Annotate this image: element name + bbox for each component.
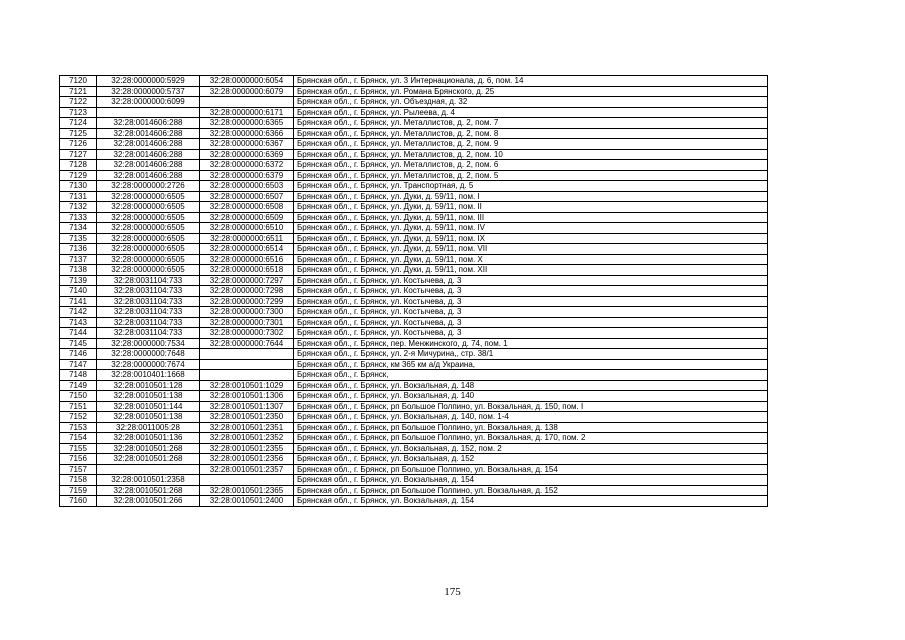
row-number-cell: 7148: [60, 370, 97, 381]
address-cell: Брянская обл., г. Брянск, ул. Дуки, д. 59/11, пом. III: [294, 212, 768, 223]
row-number-cell: 7133: [60, 212, 97, 223]
table-row: [60, 76, 768, 87]
cadastral-number-cell: 32:28:0031104:733: [97, 317, 200, 328]
address-cell: Брянская обл., г. Брянск, ул. Вокзальная, д. 152: [294, 454, 768, 465]
row-number-cell: 7120: [60, 76, 97, 87]
table-row: [60, 149, 768, 160]
table-row: [60, 475, 768, 486]
object-cadastral-number-cell: 32:28:0000000:7299: [200, 296, 294, 307]
object-cadastral-number-cell: [200, 359, 294, 370]
object-cadastral-number-cell: 32:28:0000000:6171: [200, 107, 294, 118]
row-number-cell: 7142: [60, 307, 97, 318]
table-row: [60, 412, 768, 423]
address-cell: Брянская обл., г. Брянск, ул. Костычева, д. 3: [294, 328, 768, 339]
table-row: [60, 485, 768, 496]
cadastral-number-cell: 32:28:0014606:288: [97, 149, 200, 160]
cadastral-number-cell: 32:28:0000000:6505: [97, 265, 200, 276]
object-cadastral-number-cell: 32:28:0000000:6365: [200, 118, 294, 129]
object-cadastral-number-cell: 32:28:0010501:1307: [200, 401, 294, 412]
table-row: [60, 349, 768, 360]
address-cell: Брянская обл., г. Брянск, ул. Дуки, д. 59/11, пом. I: [294, 191, 768, 202]
address-cell: Брянская обл., г. Брянск, рп Большое Полпино, ул. Вокзальная, д. 170, пом. 2: [294, 433, 768, 444]
table-row: [60, 233, 768, 244]
object-cadastral-number-cell: 32:28:0000000:6369: [200, 149, 294, 160]
row-number-cell: 7127: [60, 149, 97, 160]
cadastral-number-cell: 32:28:0014606:288: [97, 139, 200, 150]
address-cell: Брянская обл., г. Брянск, ул. Вокзальная, д. 148: [294, 380, 768, 391]
row-number-cell: 7159: [60, 485, 97, 496]
address-cell: Брянская обл., г. Брянск, ул. Вокзальная, д. 140, пом. 1-4: [294, 412, 768, 423]
cadastral-number-cell: 32:28:0014606:288: [97, 170, 200, 181]
row-number-cell: 7141: [60, 296, 97, 307]
row-number-cell: 7160: [60, 496, 97, 507]
table-row: [60, 422, 768, 433]
cadastral-number-cell: 32:28:0010501:128: [97, 380, 200, 391]
object-cadastral-number-cell: 32:28:0000000:6079: [200, 86, 294, 97]
row-number-cell: 7124: [60, 118, 97, 129]
row-number-cell: 7144: [60, 328, 97, 339]
address-cell: Брянская обл., г. Брянск, ул. 2-я Мичурина,, стр. 38/1: [294, 349, 768, 360]
object-cadastral-number-cell: 32:28:0010501:2357: [200, 464, 294, 475]
row-number-cell: 7135: [60, 233, 97, 244]
address-cell: Брянская обл., г. Брянск, ул. Транспортная, д. 5: [294, 181, 768, 192]
address-cell: Брянская обл., г. Брянск, ул. Металлистов, д. 2, пом. 6: [294, 160, 768, 171]
address-cell: Брянская обл., г. Брянск, ул. Вокзальная, д. 140: [294, 391, 768, 402]
object-cadastral-number-cell: 32:28:0000000:6503: [200, 181, 294, 192]
cadastral-number-cell: 32:28:0010501:136: [97, 433, 200, 444]
cadastral-number-cell: [97, 107, 200, 118]
table-row: [60, 107, 768, 118]
object-cadastral-number-cell: 32:28:0010501:1306: [200, 391, 294, 402]
object-cadastral-number-cell: 32:28:0000000:6516: [200, 254, 294, 265]
row-number-cell: 7137: [60, 254, 97, 265]
row-number-cell: 7150: [60, 391, 97, 402]
object-cadastral-number-cell: 32:28:0000000:7302: [200, 328, 294, 339]
address-cell: Брянская обл., г. Брянск, ул. Дуки, д. 59/11, пом. VII: [294, 244, 768, 255]
row-number-cell: 7130: [60, 181, 97, 192]
table-row: [60, 254, 768, 265]
cadastral-number-cell: 32:28:0031104:733: [97, 286, 200, 297]
table-row: [60, 359, 768, 370]
address-cell: Брянская обл., г. Брянск, рп Большое Полпино, ул. Вокзальная, д. 138: [294, 422, 768, 433]
object-cadastral-number-cell: [200, 370, 294, 381]
table-row: [60, 380, 768, 391]
address-cell: Брянская обл., г. Брянск, ул. Металлистов, д. 2, пом. 8: [294, 128, 768, 139]
row-number-cell: 7158: [60, 475, 97, 486]
table-row: [60, 328, 768, 339]
address-cell: Брянская обл., г. Брянск, ул. Костычева, д. 3: [294, 275, 768, 286]
cadastral-number-cell: 32:28:0031104:733: [97, 307, 200, 318]
cadastral-number-cell: 32:28:0031104:733: [97, 296, 200, 307]
cadastral-number-cell: 32:28:0000000:6505: [97, 233, 200, 244]
table-row: [60, 464, 768, 475]
address-cell: Брянская обл., г. Брянск, ул. Металлистов, д. 2, пом. 10: [294, 149, 768, 160]
object-cadastral-number-cell: 32:28:0010501:2350: [200, 412, 294, 423]
table-row: [60, 433, 768, 444]
address-cell: Брянская обл., г. Брянск, ул. Костычева, д. 3: [294, 317, 768, 328]
table-row: [60, 223, 768, 234]
cadastral-number-cell: 32:28:0000000:5929: [97, 76, 200, 87]
object-cadastral-number-cell: 32:28:0000000:6511: [200, 233, 294, 244]
object-cadastral-number-cell: 32:28:0000000:6054: [200, 76, 294, 87]
row-number-cell: 7145: [60, 338, 97, 349]
cadastral-number-cell: 32:28:0010501:2358: [97, 475, 200, 486]
object-cadastral-number-cell: [200, 349, 294, 360]
address-cell: Брянская обл., г. Брянск, ул. Рылеева, д. 4: [294, 107, 768, 118]
cadastral-number-cell: 32:28:0000000:7648: [97, 349, 200, 360]
table-row: [60, 370, 768, 381]
cadastral-number-cell: 32:28:0000000:6505: [97, 212, 200, 223]
table-row: [60, 454, 768, 465]
row-number-cell: 7136: [60, 244, 97, 255]
address-cell: Брянская обл., г. Брянск, ул. Вокзальная, д. 152, пом. 2: [294, 443, 768, 454]
object-cadastral-number-cell: 32:28:0000000:7644: [200, 338, 294, 349]
address-cell: Брянская обл., г. Брянск, ул. Металлистов, д. 2, пом. 5: [294, 170, 768, 181]
row-number-cell: 7125: [60, 128, 97, 139]
address-cell: Брянская обл., г. Брянск, ул. Дуки, д. 59/11, пом. II: [294, 202, 768, 213]
object-cadastral-number-cell: [200, 475, 294, 486]
table-row: [60, 317, 768, 328]
row-number-cell: 7131: [60, 191, 97, 202]
object-cadastral-number-cell: 32:28:0010501:2351: [200, 422, 294, 433]
cadastral-number-cell: 32:28:0014606:288: [97, 160, 200, 171]
object-cadastral-number-cell: 32:28:0010501:2352: [200, 433, 294, 444]
address-cell: Брянская обл., г. Брянск, ул. Дуки, д. 59/11, пом. IV: [294, 223, 768, 234]
cadastral-number-cell: 32:28:0000000:5737: [97, 86, 200, 97]
table-row: [60, 401, 768, 412]
address-cell: Брянская обл., г. Брянск, ул. Дуки, д. 59/11, пом. IX: [294, 233, 768, 244]
address-cell: Брянская обл., г. Брянск, рп Большое Полпино, ул. Вокзальная, д. 152: [294, 485, 768, 496]
row-number-cell: 7149: [60, 380, 97, 391]
object-cadastral-number-cell: 32:28:0000000:6366: [200, 128, 294, 139]
table-row: [60, 307, 768, 318]
cadastral-number-cell: 32:28:0010501:268: [97, 485, 200, 496]
cadastral-number-cell: 32:28:0000000:6099: [97, 97, 200, 108]
table-row: [60, 86, 768, 97]
table-row: [60, 160, 768, 171]
row-number-cell: 7121: [60, 86, 97, 97]
address-cell: Брянская обл., г. Брянск, ул. Костычева, д. 3: [294, 286, 768, 297]
row-number-cell: 7151: [60, 401, 97, 412]
table-row: [60, 128, 768, 139]
object-cadastral-number-cell: 32:28:0000000:6518: [200, 265, 294, 276]
object-cadastral-number-cell: 32:28:0000000:6508: [200, 202, 294, 213]
object-cadastral-number-cell: 32:28:0010501:2365: [200, 485, 294, 496]
row-number-cell: 7139: [60, 275, 97, 286]
cadastral-number-cell: 32:28:0010401:1668: [97, 370, 200, 381]
object-cadastral-number-cell: 32:28:0000000:7300: [200, 307, 294, 318]
cadastral-number-cell: [97, 464, 200, 475]
cadastral-number-cell: 32:28:0000000:6505: [97, 202, 200, 213]
row-number-cell: 7143: [60, 317, 97, 328]
registry-table: [59, 75, 768, 507]
address-cell: Брянская обл., г. Брянск, ул. Костычева, д. 3: [294, 296, 768, 307]
table-row: [60, 496, 768, 507]
address-cell: Брянская обл., г. Брянск, ул. Вокзальная, д. 154: [294, 496, 768, 507]
cadastral-number-cell: 32:28:0010501:266: [97, 496, 200, 507]
address-cell: Брянская обл., г. Брянск, ул. Металлистов, д. 2, пом. 9: [294, 139, 768, 150]
address-cell: Брянская обл., г. Брянск, ул. Дуки, д. 59/11, пом. X: [294, 254, 768, 265]
object-cadastral-number-cell: 32:28:0000000:6372: [200, 160, 294, 171]
address-cell: Брянская обл., г. Брянск, пер. Менжинского, д. 74, пом. 1: [294, 338, 768, 349]
address-cell: Брянская обл., г. Брянск, ул. Объездная, д. 32: [294, 97, 768, 108]
table-row: [60, 443, 768, 454]
object-cadastral-number-cell: 32:28:0010501:2356: [200, 454, 294, 465]
cadastral-number-cell: 32:28:0014606:288: [97, 128, 200, 139]
cadastral-number-cell: 32:28:0010501:138: [97, 391, 200, 402]
table-row: [60, 118, 768, 129]
address-cell: Брянская обл., г. Брянск, ул. Вокзальная, д. 154: [294, 475, 768, 486]
cadastral-number-cell: 32:28:0000000:6505: [97, 244, 200, 255]
row-number-cell: 7129: [60, 170, 97, 181]
row-number-cell: 7134: [60, 223, 97, 234]
document-page: [59, 75, 768, 507]
object-cadastral-number-cell: 32:28:0010501:1029: [200, 380, 294, 391]
table-row: [60, 391, 768, 402]
row-number-cell: 7123: [60, 107, 97, 118]
table-body: [60, 76, 768, 507]
table-row: [60, 244, 768, 255]
row-number-cell: 7132: [60, 202, 97, 213]
table-row: [60, 181, 768, 192]
table-row: [60, 202, 768, 213]
cadastral-number-cell: 32:28:0010501:268: [97, 443, 200, 454]
object-cadastral-number-cell: 32:28:0000000:6379: [200, 170, 294, 181]
table-row: [60, 265, 768, 276]
cadastral-number-cell: 32:28:0000000:2726: [97, 181, 200, 192]
address-cell: Брянская обл., г. Брянск, ул. Костычева, д. 3: [294, 307, 768, 318]
address-cell: Брянская обл., г. Брянск, рп Большое Полпино, ул. Вокзальная, д. 150, пом. I: [294, 401, 768, 412]
page-number: 175: [444, 586, 461, 598]
cadastral-number-cell: 32:28:0014606:288: [97, 118, 200, 129]
object-cadastral-number-cell: 32:28:0010501:2400: [200, 496, 294, 507]
object-cadastral-number-cell: 32:28:0000000:6509: [200, 212, 294, 223]
row-number-cell: 7156: [60, 454, 97, 465]
row-number-cell: 7157: [60, 464, 97, 475]
address-cell: Брянская обл., г. Брянск, рп Большое Полпино, ул. Вокзальная, д. 154: [294, 464, 768, 475]
object-cadastral-number-cell: 32:28:0000000:6514: [200, 244, 294, 255]
row-number-cell: 7153: [60, 422, 97, 433]
object-cadastral-number-cell: 32:28:0000000:7298: [200, 286, 294, 297]
cadastral-number-cell: 32:28:0031104:733: [97, 328, 200, 339]
table-row: [60, 286, 768, 297]
cadastral-number-cell: 32:28:0000000:6505: [97, 223, 200, 234]
object-cadastral-number-cell: 32:28:0000000:7297: [200, 275, 294, 286]
cadastral-number-cell: 32:28:0010501:268: [97, 454, 200, 465]
address-cell: Брянская обл., г. Брянск, ул. Романа Брянского, д. 25: [294, 86, 768, 97]
table-row: [60, 212, 768, 223]
table-row: [60, 275, 768, 286]
cadastral-number-cell: 32:28:0010501:144: [97, 401, 200, 412]
row-number-cell: 7147: [60, 359, 97, 370]
row-number-cell: 7154: [60, 433, 97, 444]
object-cadastral-number-cell: 32:28:0000000:7301: [200, 317, 294, 328]
cadastral-number-cell: 32:28:0011005:28: [97, 422, 200, 433]
object-cadastral-number-cell: 32:28:0000000:6510: [200, 223, 294, 234]
address-cell: Брянская обл., г. Брянск, км 365 км а/д Украина,: [294, 359, 768, 370]
row-number-cell: 7122: [60, 97, 97, 108]
cadastral-number-cell: 32:28:0000000:7534: [97, 338, 200, 349]
row-number-cell: 7155: [60, 443, 97, 454]
table-row: [60, 191, 768, 202]
cadastral-number-cell: 32:28:0010501:138: [97, 412, 200, 423]
object-cadastral-number-cell: 32:28:0010501:2355: [200, 443, 294, 454]
row-number-cell: 7128: [60, 160, 97, 171]
object-cadastral-number-cell: [200, 97, 294, 108]
table-row: [60, 296, 768, 307]
object-cadastral-number-cell: 32:28:0000000:6507: [200, 191, 294, 202]
address-cell: Брянская обл., г. Брянск, ул. Металлистов, д. 2, пом. 7: [294, 118, 768, 129]
table-row: [60, 139, 768, 150]
row-number-cell: 7126: [60, 139, 97, 150]
table-row: [60, 97, 768, 108]
object-cadastral-number-cell: 32:28:0000000:6367: [200, 139, 294, 150]
address-cell: Брянская обл., г. Брянск, ул. 3 Интернационала, д. 6, пом. 14: [294, 76, 768, 87]
row-number-cell: 7152: [60, 412, 97, 423]
row-number-cell: 7138: [60, 265, 97, 276]
address-cell: Брянская обл., г. Брянск,: [294, 370, 768, 381]
table-row: [60, 170, 768, 181]
cadastral-number-cell: 32:28:0000000:6505: [97, 191, 200, 202]
address-cell: Брянская обл., г. Брянск, ул. Дуки, д. 59/11, пом. XII: [294, 265, 768, 276]
cadastral-number-cell: 32:28:0000000:6505: [97, 254, 200, 265]
row-number-cell: 7140: [60, 286, 97, 297]
cadastral-number-cell: 32:28:0031104:733: [97, 275, 200, 286]
cadastral-number-cell: 32:28:0000000:7674: [97, 359, 200, 370]
row-number-cell: 7146: [60, 349, 97, 360]
table-row: [60, 338, 768, 349]
